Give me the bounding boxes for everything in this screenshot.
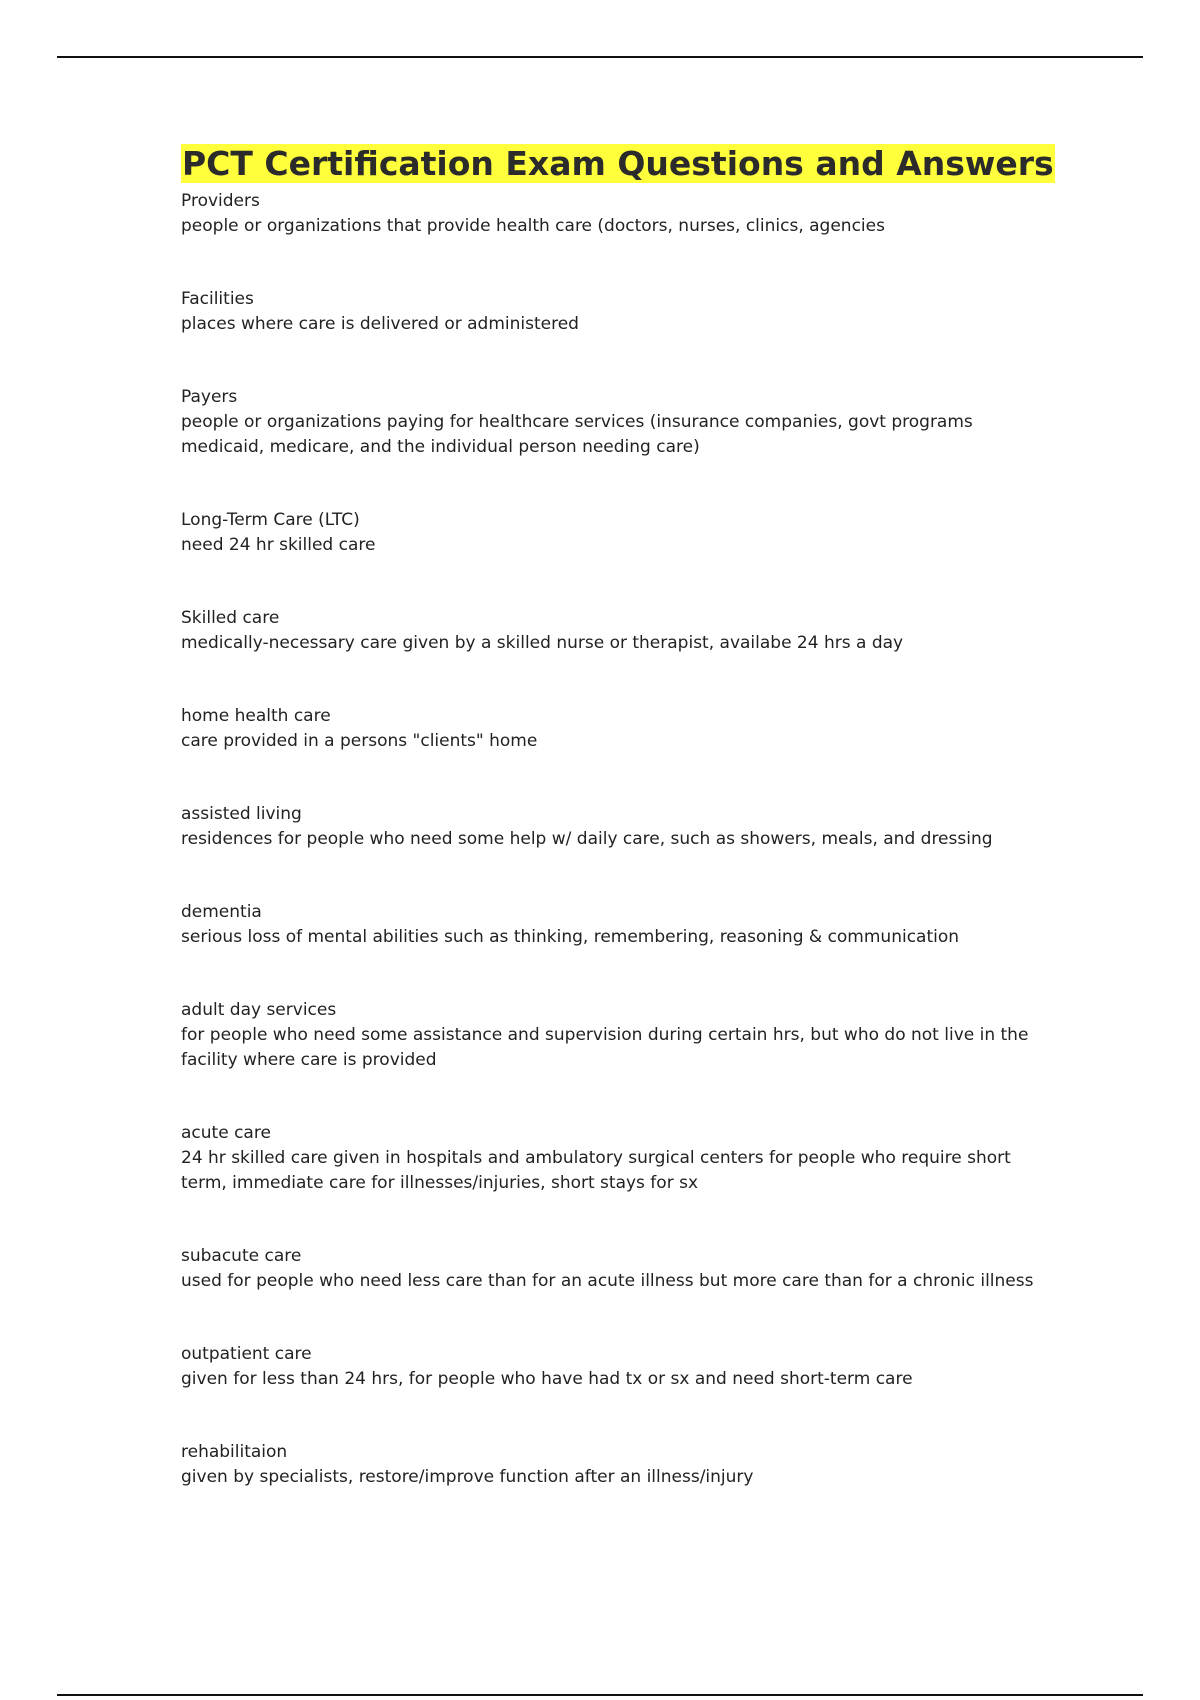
entry-term: Facilities [181, 289, 254, 309]
entry-term: dementia [181, 902, 262, 922]
entry-definition: residences for people who need some help w/ daily care, such as showers, meals, and dressing [181, 829, 993, 849]
entry-definition: given by specialists, restore/improve function after an illness/injury [181, 1467, 754, 1487]
flashcard-entry [181, 900, 1061, 950]
entry-definition: 24 hr skilled care given in hospitals and ambulatory surgical centers for people who require short term, immediate care for illnesses/injuries, short stays for sx [181, 1148, 1011, 1193]
entry-definition: serious loss of mental abilities such as thinking, remembering, reasoning & communication [181, 927, 960, 947]
entry-definition: people or organizations paying for healthcare services (insurance companies, govt programs medicaid, medicare, and the individual person needing care) [181, 412, 973, 457]
header-rule [57, 56, 1143, 58]
flashcard-entry [181, 998, 1061, 1073]
title-highlight: PCT Certification Exam Questions and Answers [182, 144, 1054, 183]
entry-definition: for people who need some assistance and supervision during certain hrs, but who do not live in the facility where care is provided [181, 1025, 1029, 1070]
entry-definition: need 24 hr skilled care [181, 535, 376, 555]
entry-term: Skilled care [181, 608, 280, 628]
document-body [181, 144, 1061, 1490]
entry-term: rehabilitaion [181, 1442, 288, 1462]
entry-term: assisted living [181, 804, 302, 824]
flashcard-entry [181, 1121, 1061, 1196]
flashcard-entry [181, 802, 1061, 852]
flashcard-entry [181, 704, 1061, 754]
entry-term: Providers [181, 191, 260, 211]
entry-term: Payers [181, 387, 238, 407]
flashcard-entry [181, 385, 1061, 460]
entry-term: home health care [181, 706, 331, 726]
flashcard-entry [181, 1244, 1061, 1294]
footer-rule [57, 1694, 1143, 1696]
entry-definition: people or organizations that provide health care (doctors, nurses, clinics, agencies [181, 216, 885, 236]
flashcard-entry [181, 508, 1061, 558]
flashcard-entry [181, 1440, 1061, 1490]
flashcard-entry [181, 1342, 1061, 1392]
entry-definition: given for less than 24 hrs, for people who have had tx or sx and need short-term care [181, 1369, 913, 1389]
document-title [181, 144, 1061, 183]
entry-term: Long-Term Care (LTC) [181, 510, 360, 530]
flashcard-entry [181, 606, 1061, 656]
entry-term: adult day services [181, 1000, 337, 1020]
entry-term: outpatient care [181, 1344, 312, 1364]
entry-term: acute care [181, 1123, 271, 1143]
flashcard-entry [181, 189, 1061, 239]
entry-definition: places where care is delivered or administered [181, 314, 579, 334]
entry-definition: care provided in a persons "clients" home [181, 731, 538, 751]
entry-definition: medically-necessary care given by a skilled nurse or therapist, availabe 24 hrs a day [181, 633, 904, 653]
entry-definition: used for people who need less care than for an acute illness but more care than for a chronic illness [181, 1271, 1034, 1291]
flashcard-entry [181, 287, 1061, 337]
entry-term: subacute care [181, 1246, 302, 1266]
